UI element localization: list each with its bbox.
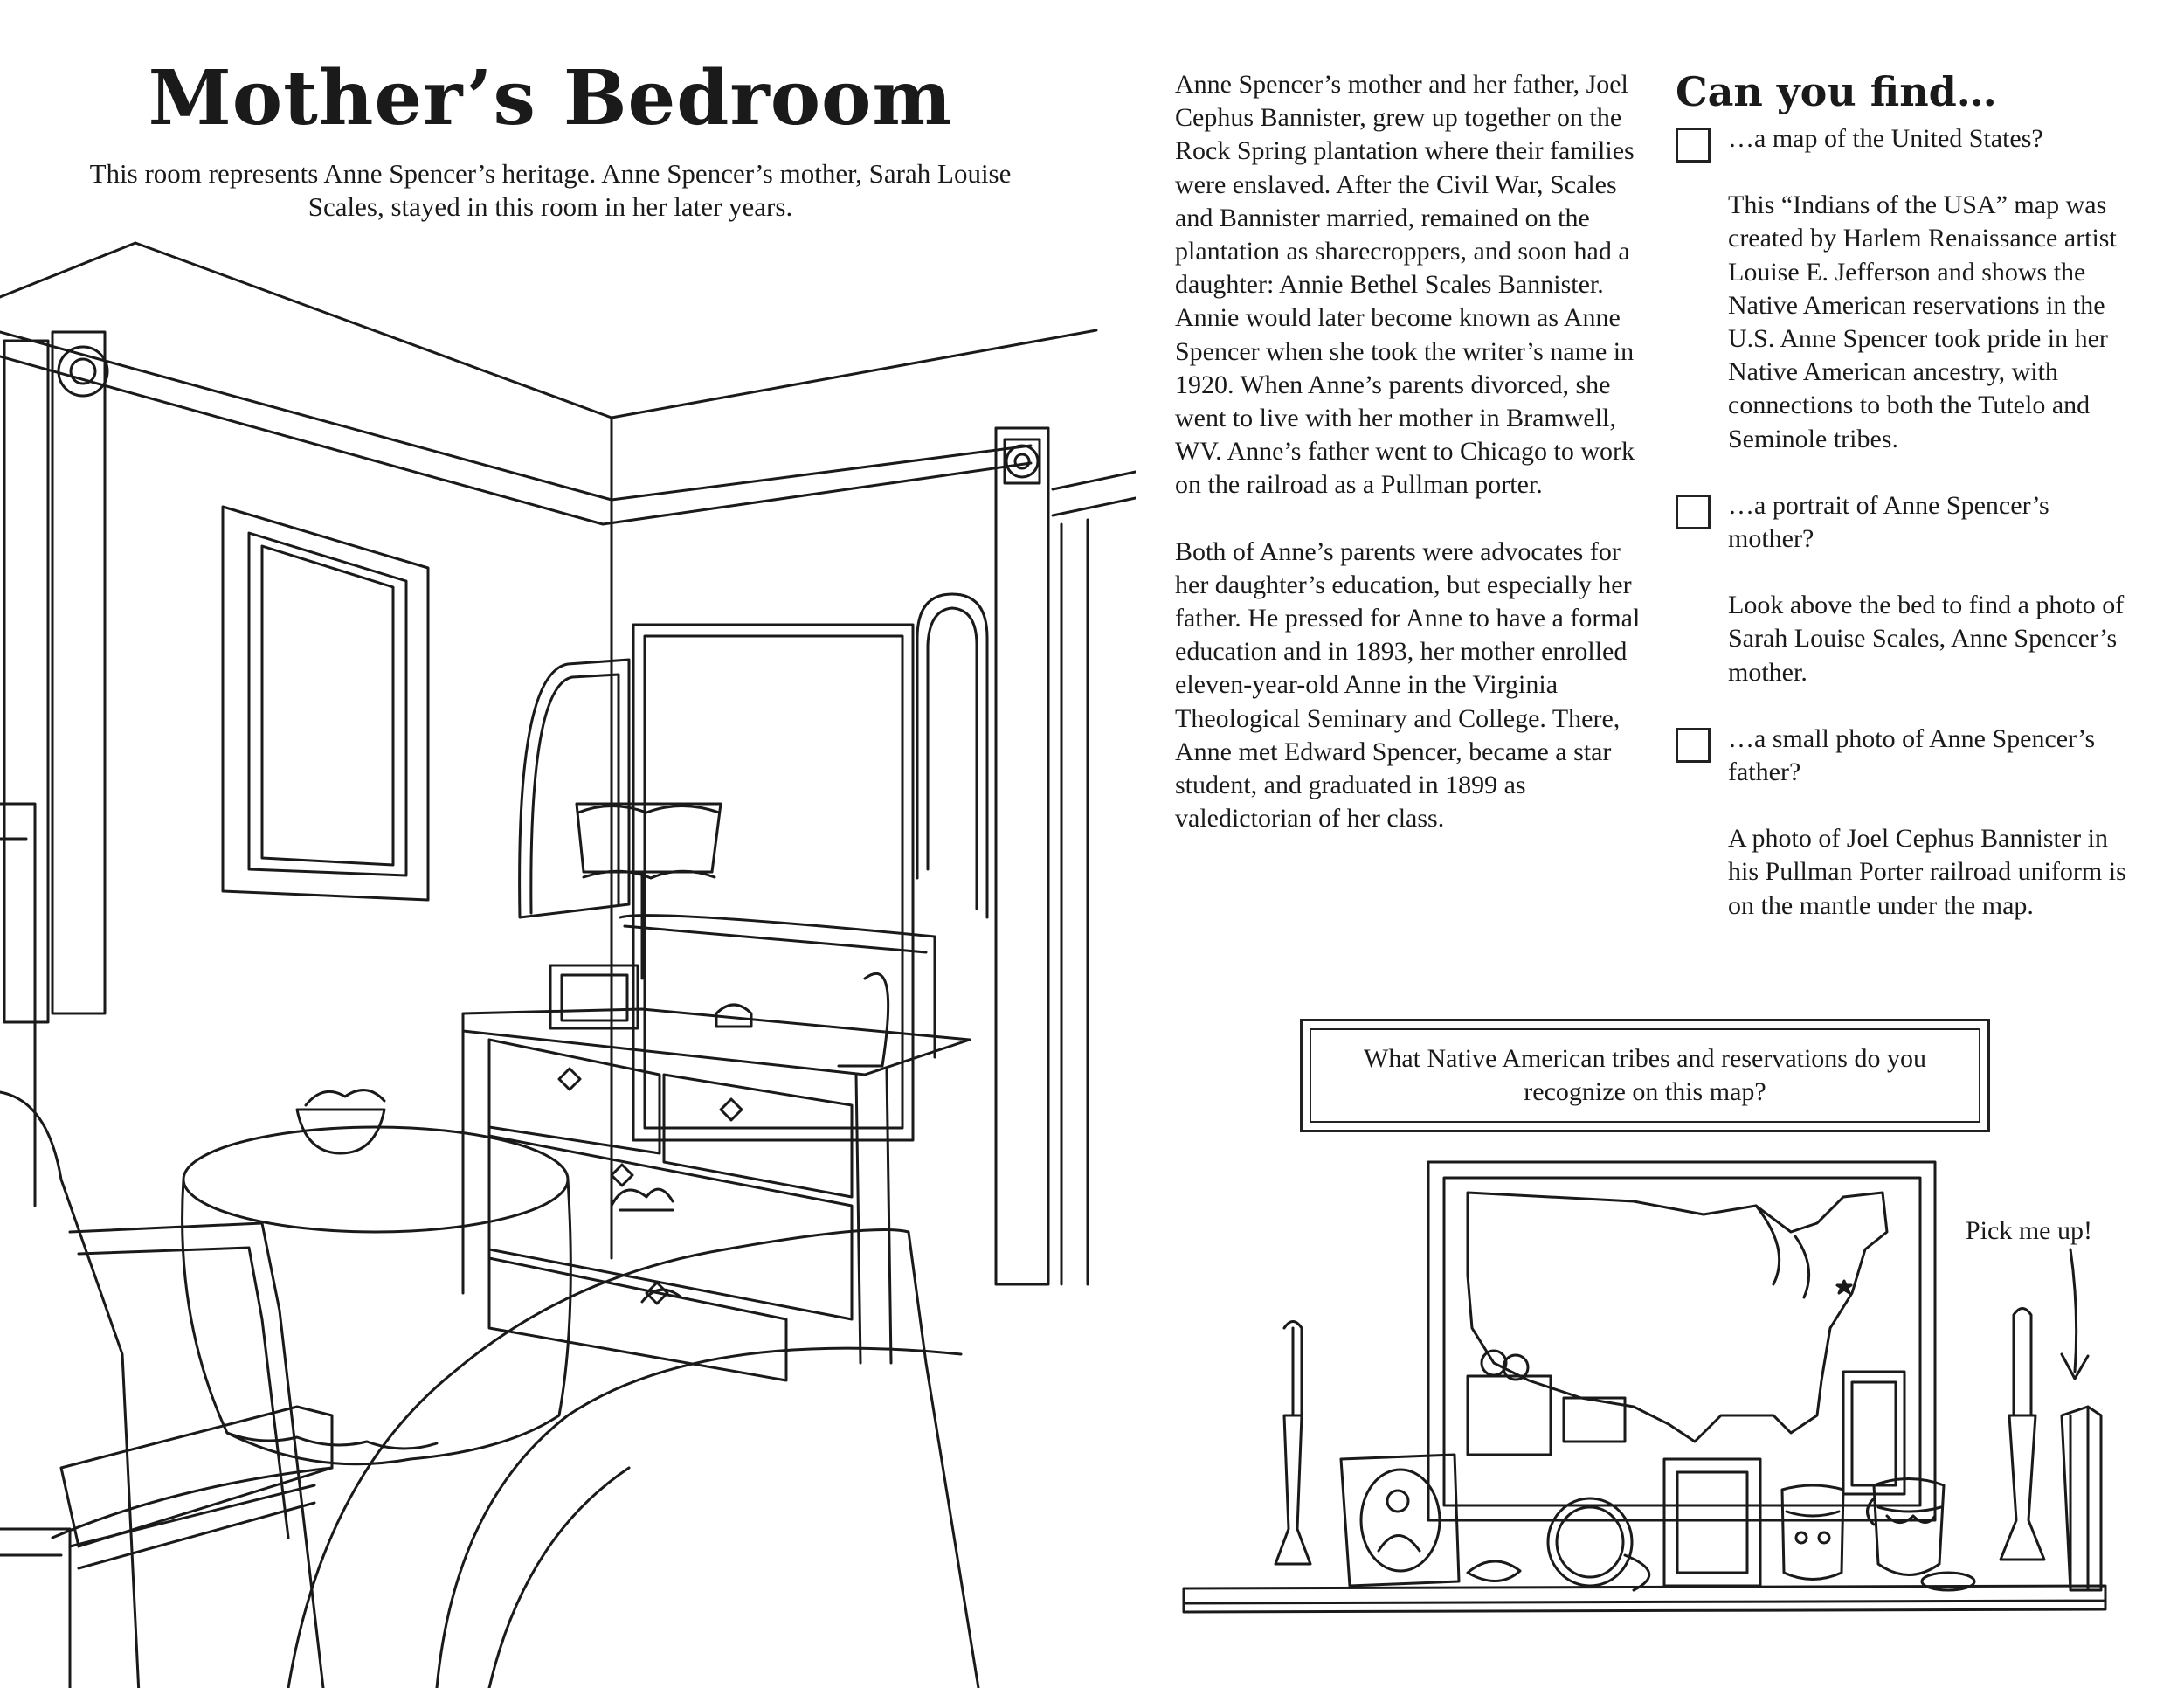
find-answer: A photo of Joel Cephus Bannister in his Pullman Porter railroad uniform is on the mantle under the map. xyxy=(1728,824,2126,920)
intro-text: This room represents Anne Spencer’s heritage. Anne Spencer’s mother, Sarah Louise Scales, stayed in this room in her later years. xyxy=(89,158,1012,222)
pick-me-up-note: Pick me up! xyxy=(1966,1216,2092,1245)
find-answer: This “Indians of the USA” map was created by Harlem Renaissance artist Louise E. Jefferson and shows the Native American reservations in the U.S. Anne Spencer took pride in her Native American ancestry, with connections to both the Tutelo and Seminole tribes. xyxy=(1728,190,2117,453)
bedroom-illustration xyxy=(0,227,1136,1688)
find-question: …a map of the United States? xyxy=(1728,124,2043,153)
find-answer: Look above the bed to find a photo of Sarah Louise Scales, Anne Spencer’s mother. xyxy=(1728,591,2125,687)
find-list xyxy=(1676,122,2130,956)
checkbox-father-photo[interactable] xyxy=(1676,728,1711,763)
find-question: …a small photo of Anne Spencer’s father? xyxy=(1728,723,2096,787)
story-paragraph-1: Anne Spencer’s mother and her father, Joel Cephus Bannister, grew up together on the Rock Spring plantation where their families were enslaved. After the Civil War, Scales and Bannister married, remained on the plantation as sharecroppers, and soon had a daughter: Annie Bethel Scales Bannister. Annie would later become known as Anne Spencer when she took the writer’s name in 1920. When Anne’s parents divorced, she went to live with her mother in Bramwell, WV. Anne’s father went to Chicago to work on the railroad as a Pullman porter. xyxy=(1175,70,1635,500)
find-heading: Can you find… xyxy=(1676,68,1997,115)
story-paragraph-2: Both of Anne’s parents were advocates for her daughter’s education, but especially her father. He pressed for Anne to have a formal education and in 1893, her mother enrolled eleven-year-old Anne in the Virginia Theological Seminary and College. There, Anne met Edward Spencer, became a star student, and graduated in 1899 as valedictorian of her class. xyxy=(1175,536,1641,834)
find-question: …a portrait of Anne Spencer’s mother? xyxy=(1728,490,2049,554)
page-title: Mother’s Bedroom xyxy=(148,54,953,142)
checkbox-portrait[interactable] xyxy=(1676,495,1711,529)
story-column xyxy=(1175,68,1651,868)
checkbox-map[interactable] xyxy=(1676,128,1711,163)
find-item-map xyxy=(1676,122,2130,456)
question-text: What Native American tribes and reservations do you recognize on this map? xyxy=(1310,1028,1980,1123)
find-item-portrait xyxy=(1676,489,2130,689)
find-item-father-photo xyxy=(1676,723,2130,923)
question-box xyxy=(1300,1019,1990,1132)
